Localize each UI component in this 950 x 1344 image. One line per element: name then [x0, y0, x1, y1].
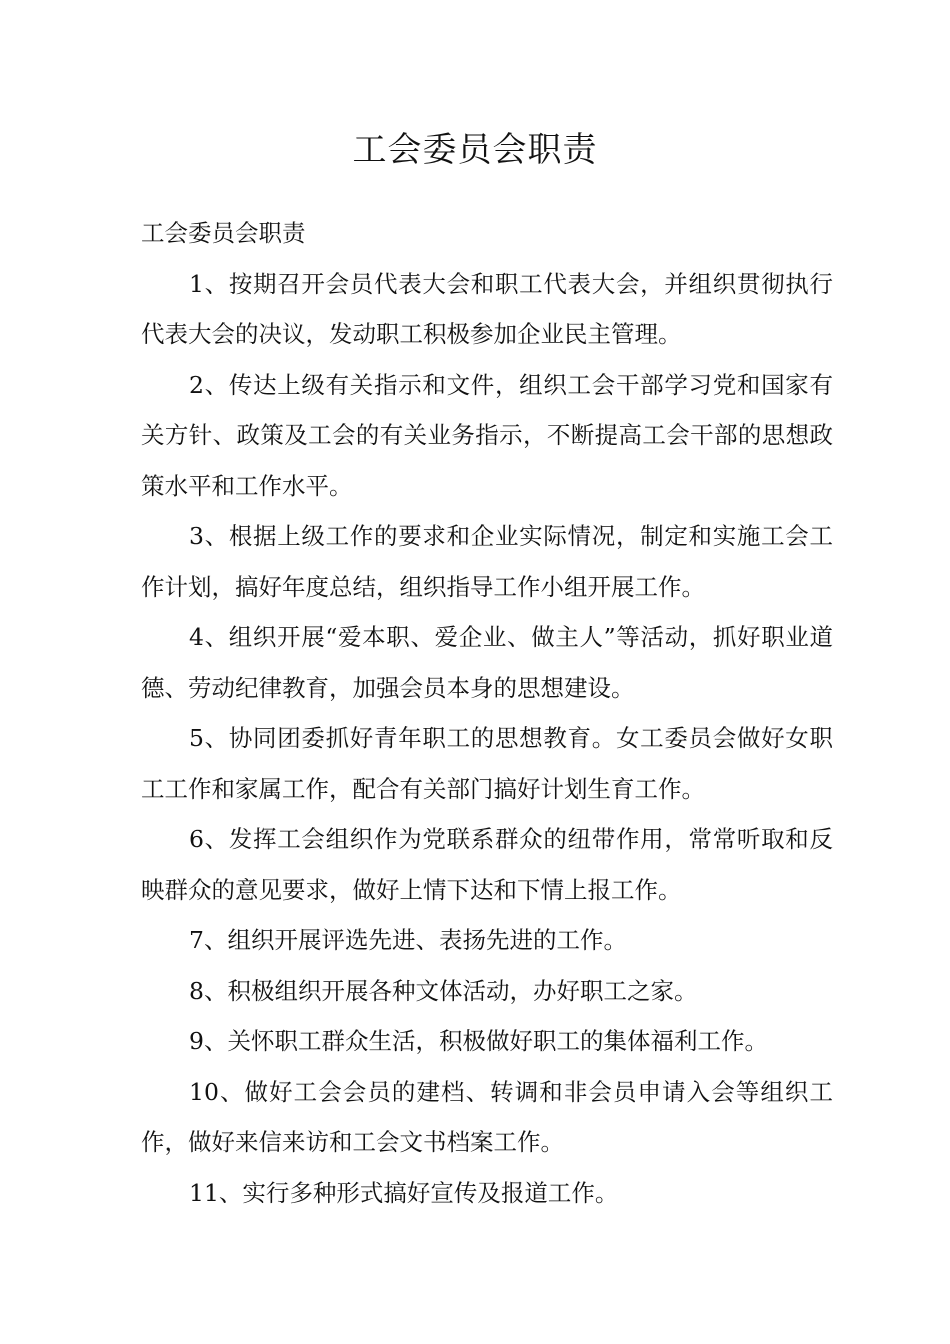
duty-item-5: 5、协同团委抓好青年职工的思想教育。女工委员会做好女职工工作和家属工作，配合有关部门搞好计划生育工作。	[141, 724, 833, 803]
duty-item-4: 4、组织开展“爱本职、爱企业、做主人”等活动，抓好职业道德、劳动纪律教育，加强会员本身的思想建设。	[141, 623, 833, 702]
duty-item-10: 10、做好工会会员的建档、转调和非会员申请入会等组织工作，做好来信来访和工会文书档案工作。	[141, 1077, 833, 1156]
document-title: 工会委员会职责	[352, 130, 598, 170]
duty-item-2: 2、传达上级有关指示和文件，组织工会干部学习党和国家有关方针、政策及工会的有关业务指示，不断提高工会干部的思想政策水平和工作水平。	[141, 370, 833, 500]
duty-item-8: 8、积极组织开展各种文体活动，办好职工之家。	[189, 976, 698, 1005]
document-subheading: 工会委员会职责	[141, 219, 306, 247]
document-body	[141, 208, 833, 1218]
duty-item-6: 6、发挥工会组织作为党联系群众的纽带作用，常常听取和反映群众的意见要求，做好上情下达和下情上报工作。	[141, 825, 833, 904]
duty-item-7: 7、组织开展评选先进、表扬先进的工作。	[189, 926, 627, 954]
duty-item-9: 9、关怀职工群众生活，积极做好职工的集体福利工作。	[189, 1027, 768, 1055]
duty-item-3: 3、根据上级工作的要求和企业实际情况，制定和实施工会工作计划，搞好年度总结，组织指导工作小组开展工作。	[141, 522, 833, 601]
duty-item-1: 1、按期召开会员代表大会和职工代表大会，并组织贯彻执行代表大会的决议，发动职工积极参加企业民主管理。	[141, 269, 833, 348]
duty-item-11: 11、实行多种形式搞好宣传及报道工作。	[189, 1178, 619, 1207]
